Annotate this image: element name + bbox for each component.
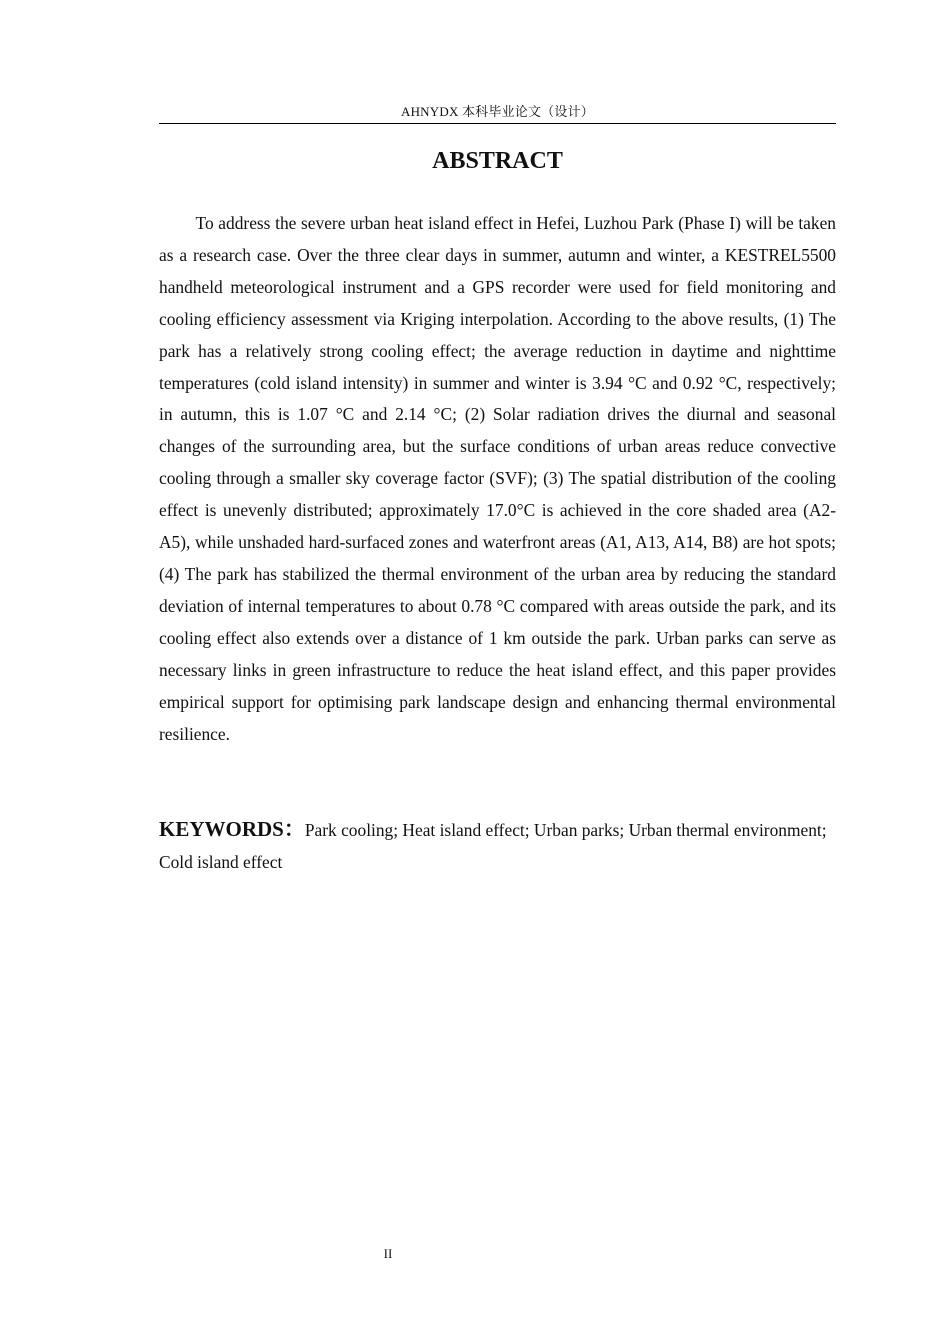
abstract-body: To address the severe urban heat island effect in Hefei, Luzhou Park (Phase I) will be taken as a research case. Over the three clear days in summer, autumn and winter, a KESTREL5500 handheld meteorological instrument and a GPS recorder were used for field monitoring and cooling efficiency assessment via Kriging interpolation. According to the above results, (1) The park has a relatively strong cooling effect; the average reduction in daytime and nighttime temperatures (cold island intensity) in summer and winter is 3.94 °C and 0.92 °C, respectively; in autumn, this is 1.07 °C and 2.14 °C; (2) Solar radiation drives the diurnal and seasonal changes of the surrounding area, but the surface conditions of urban areas reduce convective cooling through a smaller sky coverage factor (SVF); (3) The spatial distribution of the cooling effect is unevenly distributed; approximately 17.0°C is achieved in the core shaded area (A2-A5), while unshaded hard-surfaced zones and waterfront areas (A1, A13, A14, B8) are hot spots; (4) The park has stabilized the thermal environment of the urban area by reducing the standard deviation of internal temperatures to about 0.78 °C compared with areas outside the park, and its cooling effect also extends over a distance of 1 km outside the park. Urban parks can serve as necessary links in green infrastructure to reduce the heat island effect, and this paper provides empirical support for optimising park landscape design and enhancing thermal environmental resilience. <box>159 213 836 744</box>
header-divider <box>159 123 836 124</box>
keywords-text: Park cooling; Heat island effect; Urban parks; Urban thermal environment; Cold island effect <box>159 820 827 872</box>
keywords-label: KEYWORDS： <box>159 817 305 841</box>
abstract-title: ABSTRACT <box>432 148 563 174</box>
page-number: II <box>383 1246 393 1261</box>
running-header: AHNYDX 本科毕业论文（设计） <box>401 104 594 119</box>
keywords-paragraph <box>159 813 836 878</box>
